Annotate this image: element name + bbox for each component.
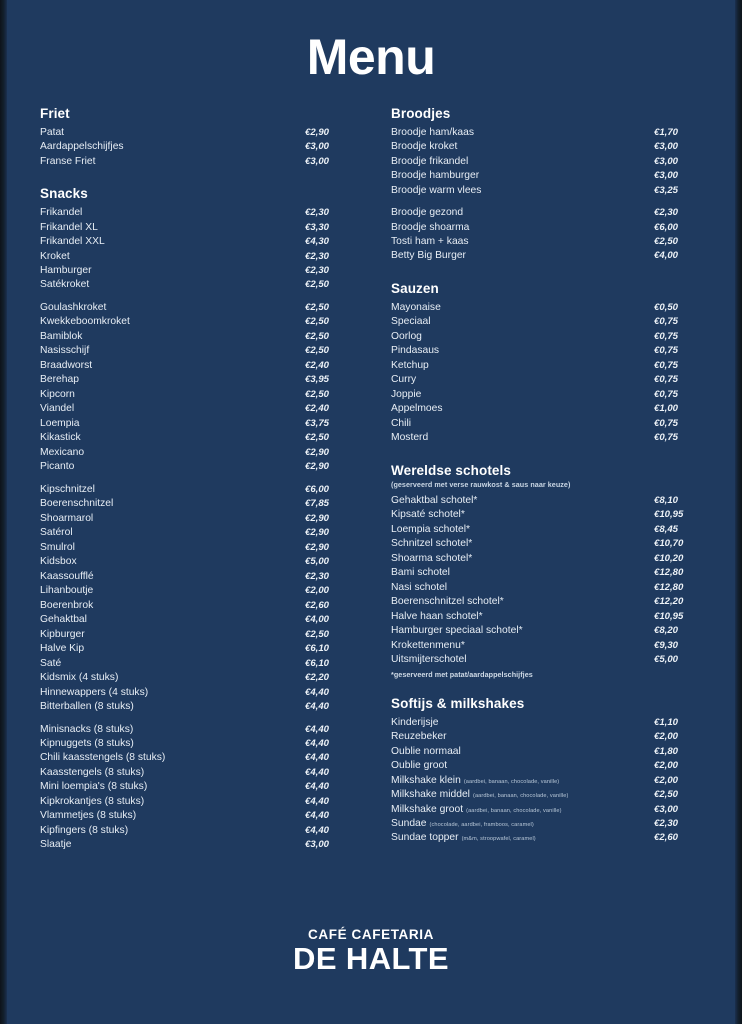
menu-item-name: Nasi schotel xyxy=(391,581,448,593)
menu-item-name: Minisnacks (8 stuks) xyxy=(40,723,134,735)
menu-item-price: €4,40 xyxy=(305,781,330,793)
menu-item-price: €3,75 xyxy=(305,417,330,429)
menu-item-price: €2,50 xyxy=(654,789,679,801)
menu-item-name: Frikandel XL xyxy=(40,221,98,233)
menu-item-name: Lihanboutje xyxy=(40,585,94,597)
menu-item-row xyxy=(40,613,349,627)
menu-item-price: €6,10 xyxy=(305,657,330,669)
section-title: Sauzen xyxy=(391,280,439,296)
menu-item-name: Smulrol xyxy=(40,541,75,553)
menu-item-row xyxy=(391,183,702,197)
menu-item-price: €12,80 xyxy=(654,581,684,593)
menu-item-price: €2,60 xyxy=(305,599,330,611)
menu-item-price: €3,00 xyxy=(305,141,330,153)
menu-item-price: €0,75 xyxy=(654,374,679,386)
menu-item-price: €2,50 xyxy=(305,345,330,357)
menu-item-row xyxy=(40,388,349,402)
menu-item-row xyxy=(40,402,349,416)
menu-item-row xyxy=(391,773,702,787)
menu-item-price: €3,00 xyxy=(654,155,679,167)
menu-item-price: €2,00 xyxy=(305,585,330,597)
menu-item-name: Braadworst xyxy=(40,359,93,371)
menu-item-name: Broodje shoarma xyxy=(391,221,470,233)
menu-item-name: Schnitzel schotel* xyxy=(391,538,473,550)
menu-item-row xyxy=(391,624,702,638)
menu-item-row xyxy=(391,716,702,730)
menu-item-row xyxy=(40,642,349,656)
page-title: Menu xyxy=(306,29,436,85)
menu-item-row xyxy=(40,373,349,387)
menu-item-row xyxy=(391,301,702,315)
menu-item-row xyxy=(391,220,702,234)
menu-item-price: €4,40 xyxy=(305,723,330,735)
menu-item-price: €0,75 xyxy=(654,388,679,400)
menu-item-name: Tosti ham + kaas xyxy=(391,235,469,247)
menu-section-sauzen xyxy=(391,281,702,446)
menu-item-row xyxy=(391,759,702,773)
menu-item-row xyxy=(40,344,349,358)
menu-item-name: Broodje gezond xyxy=(391,207,464,219)
menu-item-price: €10,20 xyxy=(654,552,684,564)
menu-item-name: Kidsmix (4 stuks) xyxy=(40,672,119,684)
menu-item-price: €4,00 xyxy=(305,614,330,626)
menu-item-name: Kidsbox xyxy=(40,556,77,568)
menu-item-name: Picanto xyxy=(40,461,75,473)
menu-item-group xyxy=(40,722,349,852)
menu-item-price: €1,00 xyxy=(654,403,679,415)
menu-item-name: Slaatje xyxy=(40,839,72,851)
menu-item-price: €2,30 xyxy=(654,207,679,219)
menu-item-name: Speciaal xyxy=(391,316,431,328)
menu-item-name: Shoarmarol xyxy=(40,512,94,524)
menu-item-price: €10,95 xyxy=(654,509,684,521)
menu-item-price: €0,75 xyxy=(654,359,679,371)
menu-item-price: €2,50 xyxy=(305,628,330,640)
menu-item-price: €2,50 xyxy=(305,301,330,313)
menu-item-name: Patat xyxy=(40,126,65,138)
menu-item-name: Uitsmijterschotel xyxy=(391,654,467,666)
menu-item-name: Chili kaasstengels (8 stuks) xyxy=(40,752,166,764)
menu-item-row xyxy=(40,154,349,168)
menu-item-name: Kipnuggets (8 stuks) xyxy=(40,738,134,749)
menu-item-name: Oublie groot xyxy=(391,760,448,772)
menu-item-row xyxy=(40,656,349,670)
menu-item-row xyxy=(40,795,349,809)
menu-item-name: Bitterballen (8 stuks) xyxy=(40,701,134,713)
menu-item-row xyxy=(40,671,349,685)
menu-item-price: €12,20 xyxy=(654,596,684,608)
menu-item-row xyxy=(391,802,702,816)
menu-item-price: €2,50 xyxy=(305,316,330,328)
menu-item-row xyxy=(40,315,349,329)
menu-item-name: Mini loempia's (8 stuks) xyxy=(40,781,148,793)
menu-item-row xyxy=(40,206,349,220)
menu-item-name: Broodje warm vlees xyxy=(391,184,482,196)
menu-item-flavors: (aardbei, banaan, chocolade, vanille) xyxy=(472,793,569,800)
menu-item-row xyxy=(391,344,702,358)
menu-item-row xyxy=(391,639,702,653)
menu-item-price: €8,20 xyxy=(654,625,679,637)
menu-item-group xyxy=(391,301,702,446)
menu-item-price: €2,30 xyxy=(305,250,330,262)
menu-item-name: Reuzebeker xyxy=(391,731,447,743)
menu-item-price: €2,90 xyxy=(305,527,330,539)
menu-item-price: €4,40 xyxy=(305,766,330,778)
section-title: Softijs & milkshakes xyxy=(391,695,525,711)
menu-item-name: Satérol xyxy=(40,527,73,539)
menu-item-group xyxy=(391,126,702,198)
menu-item-price: €1,10 xyxy=(654,716,679,728)
menu-item-row xyxy=(40,330,349,344)
menu-item-row xyxy=(391,431,702,445)
menu-item-row xyxy=(40,541,349,555)
menu-item-name: Broodje hamburger xyxy=(391,170,480,182)
menu-item-row xyxy=(391,169,702,183)
menu-section-snacks xyxy=(40,186,349,853)
menu-item-row xyxy=(40,497,349,511)
menu-item-price: €1,80 xyxy=(654,745,679,757)
menu-item-row xyxy=(40,809,349,823)
menu-item-group xyxy=(391,206,702,264)
menu-item-row xyxy=(40,220,349,234)
menu-item-price: €4,40 xyxy=(305,686,330,698)
menu-item-flavors: (aardbei, banaan, chocolade, vanille) xyxy=(466,807,562,814)
menu-item-price: €9,30 xyxy=(654,639,679,651)
menu-item-row xyxy=(40,264,349,278)
menu-item-price: €2,50 xyxy=(305,330,330,342)
menu-item-row xyxy=(40,483,349,497)
footer-business-name: DE HALTE xyxy=(293,941,449,977)
menu-item-row xyxy=(40,628,349,642)
menu-item-name: Boerenschnitzel schotel* xyxy=(391,596,504,608)
menu-item-name: Kwekkeboomkroket xyxy=(40,316,130,328)
menu-item-row xyxy=(40,766,349,780)
menu-item-row xyxy=(40,526,349,540)
section-title: Wereldse schotels xyxy=(391,462,512,478)
menu-item-row xyxy=(40,737,349,751)
menu-item-price: €2,00 xyxy=(654,731,679,743)
menu-item-name: Hinnewappers (4 stuks) xyxy=(40,686,149,698)
menu-item-price: €0,75 xyxy=(654,417,679,429)
menu-item-price: €4,00 xyxy=(654,250,679,262)
menu-item-name: Appelmoes xyxy=(391,403,443,415)
menu-item-row xyxy=(40,570,349,584)
menu-item-price: €3,95 xyxy=(305,374,330,386)
menu-item-group xyxy=(40,483,349,715)
menu-item-name: Goulashkroket xyxy=(40,301,107,313)
menu-item-name: Kipburger xyxy=(40,628,85,640)
menu-item-name: Boerenschnitzel xyxy=(40,498,114,510)
menu-item-name: Mexicano xyxy=(40,446,85,458)
menu-item-row xyxy=(391,315,702,329)
menu-item-row xyxy=(40,751,349,765)
section-note: (geserveerd met verse rauwkost & saus naar keuze) xyxy=(391,479,571,489)
menu-item-name: Kaasstengels (8 stuks) xyxy=(40,766,145,778)
menu-item-price: €8,10 xyxy=(654,494,679,506)
section-title: Friet xyxy=(40,105,70,121)
section-title: Broodjes xyxy=(391,105,451,121)
menu-item-row xyxy=(391,417,702,431)
menu-item-price: €2,90 xyxy=(305,512,330,524)
menu-item-row xyxy=(40,838,349,852)
menu-item-price: €3,00 xyxy=(305,155,330,167)
menu-item-row xyxy=(391,653,702,667)
menu-item-row xyxy=(40,824,349,838)
menu-item-name: Hamburger xyxy=(40,264,92,276)
menu-column-left xyxy=(40,106,371,853)
menu-item-name: Mosterd xyxy=(391,432,429,444)
menu-item-name: Nasisschijf xyxy=(40,345,90,357)
menu-item-price: €2,90 xyxy=(305,126,330,138)
menu-item-row xyxy=(40,301,349,315)
footer-eyebrow: CAFÉ CAFETARIA xyxy=(308,927,434,943)
menu-item-price: €2,00 xyxy=(654,760,679,772)
menu-item-row xyxy=(391,494,702,508)
menu-item-name: Broodje frikandel xyxy=(391,155,469,167)
menu-item-name: Betty Big Burger xyxy=(391,250,466,262)
menu-item-name: Kroket xyxy=(40,250,70,262)
menu-item-row xyxy=(40,460,349,474)
menu-item-price: €3,00 xyxy=(305,839,330,851)
menu-item-name: Boerenbrok xyxy=(40,599,94,611)
menu-item-group xyxy=(391,716,702,846)
menu-item-name: Kinderijsje xyxy=(391,716,439,728)
menu-item-row xyxy=(391,566,702,580)
menu-item-name: Frikandel XXL xyxy=(40,236,105,248)
page-edge-left xyxy=(0,0,7,1024)
menu-item-price: €2,50 xyxy=(305,388,330,400)
menu-item-row xyxy=(391,552,702,566)
menu-item-row xyxy=(391,788,702,802)
menu-item-name: Berehap xyxy=(40,374,79,386)
menu-item-name: Loempia schotel* xyxy=(391,523,470,535)
menu-item-name: Satékroket xyxy=(40,279,90,291)
menu-item-price: €2,90 xyxy=(305,461,330,473)
page-edge-right xyxy=(735,0,742,1024)
menu-item-name: Gehaktbal xyxy=(40,614,87,626)
menu-item-name: Milkshake middel (aardbei, banaan, chocolade, vanille) xyxy=(391,789,569,801)
menu-item-row xyxy=(391,817,702,831)
menu-item-name: Ketchup xyxy=(391,359,429,371)
menu-item-name: Bami schotel xyxy=(391,567,450,579)
menu-item-row xyxy=(40,249,349,263)
menu-item-name: Kaassoufflé xyxy=(40,570,94,582)
menu-item-row xyxy=(391,730,702,744)
menu-item-price: €10,70 xyxy=(654,538,684,550)
menu-item-row xyxy=(40,126,349,140)
menu-item-row xyxy=(391,330,702,344)
menu-item-name: Aardappelschijfjes xyxy=(40,141,124,153)
menu-section-softijs-milkshakes xyxy=(391,696,702,846)
menu-item-name: Kikastick xyxy=(40,432,81,444)
menu-item-row xyxy=(40,700,349,714)
menu-item-row xyxy=(391,508,702,522)
menu-item-row xyxy=(40,278,349,292)
menu-section-wereldse-schotels xyxy=(391,463,702,679)
menu-item-row xyxy=(40,446,349,460)
menu-item-price: €1,70 xyxy=(654,126,679,138)
menu-item-price: €3,00 xyxy=(654,803,679,815)
menu-item-row xyxy=(40,417,349,431)
menu-item-price: €5,00 xyxy=(654,654,679,666)
menu-item-row xyxy=(40,599,349,613)
menu-item-name: Milkshake groot (aardbei, banaan, chocolade, vanille) xyxy=(391,803,562,815)
menu-item-price: €7,85 xyxy=(305,498,330,510)
menu-item-row xyxy=(391,206,702,220)
menu-item-row xyxy=(391,610,702,624)
menu-item-price: €3,30 xyxy=(305,221,330,233)
menu-item-row xyxy=(391,402,702,416)
menu-section-friet xyxy=(40,106,349,169)
menu-item-row xyxy=(391,235,702,249)
menu-item-price: €6,00 xyxy=(654,221,679,233)
menu-item-name: Gehaktbal schotel* xyxy=(391,494,478,506)
menu-item-name: Krokettenmenu* xyxy=(391,639,465,651)
menu-item-row xyxy=(391,581,702,595)
menu-item-name: Saté xyxy=(40,657,62,669)
menu-item-name: Kipkrokantjes (8 stuks) xyxy=(40,795,145,807)
menu-item-price: €2,40 xyxy=(305,403,330,415)
menu-item-name: Loempia xyxy=(40,417,80,429)
menu-item-name: Kipcorn xyxy=(40,388,75,400)
menu-item-price: €2,20 xyxy=(305,672,330,684)
menu-item-group xyxy=(391,494,702,668)
menu-item-group xyxy=(40,126,349,169)
menu-item-name: Sundae topper (m&m, stroopwafel, caramel) xyxy=(391,832,536,844)
menu-item-price: €2,30 xyxy=(305,207,330,219)
menu-item-name: Pindasaus xyxy=(391,345,440,357)
menu-item-price: €0,75 xyxy=(654,316,679,328)
menu-item-name: Oublie normaal xyxy=(391,745,461,757)
menu-item-price: €12,80 xyxy=(654,567,684,579)
menu-item-row xyxy=(391,373,702,387)
menu-item-name: Viandel xyxy=(40,403,75,415)
menu-item-row xyxy=(391,154,702,168)
menu-item-price: €3,00 xyxy=(654,170,679,182)
menu-item-row xyxy=(391,126,702,140)
menu-item-name: Franse Friet xyxy=(40,155,96,167)
menu-item-price: €2,50 xyxy=(305,279,330,291)
menu-item-price: €6,00 xyxy=(305,483,330,495)
menu-column-right xyxy=(371,106,702,853)
menu-item-row xyxy=(40,722,349,736)
menu-item-flavors: (aardbei, banaan, chocolade, vanille) xyxy=(463,778,560,785)
menu-columns xyxy=(0,84,742,853)
menu-item-row xyxy=(391,140,702,154)
menu-item-name: Milkshake klein (aardbei, banaan, chocolade, vanille) xyxy=(391,774,560,786)
menu-item-name: Halve haan schotel* xyxy=(391,610,483,622)
menu-item-price: €2,00 xyxy=(654,774,679,786)
menu-item-price: €4,40 xyxy=(305,701,330,713)
menu-item-row xyxy=(391,831,702,845)
menu-item-price: €4,40 xyxy=(305,752,330,764)
menu-item-row xyxy=(40,685,349,699)
menu-item-name: Sundae (chocolade, aardbei, framboos, caramel) xyxy=(391,818,534,829)
menu-item-name: Oorlog xyxy=(391,330,422,342)
menu-item-row xyxy=(40,235,349,249)
menu-item-name: Mayonaise xyxy=(391,301,441,313)
menu-item-price: €0,75 xyxy=(654,432,679,444)
menu-item-price: €8,45 xyxy=(654,523,679,535)
menu-item-row xyxy=(40,512,349,526)
menu-item-name: Kipschnitzel xyxy=(40,483,95,495)
section-title: Snacks xyxy=(40,185,88,201)
menu-item-price: €2,50 xyxy=(654,235,679,247)
menu-item-row xyxy=(391,388,702,402)
menu-item-group xyxy=(40,301,349,475)
menu-item-price: €2,30 xyxy=(305,264,330,276)
menu-item-row xyxy=(391,744,702,758)
menu-item-price: €3,00 xyxy=(654,141,679,153)
menu-item-price: €5,00 xyxy=(305,556,330,568)
menu-item-row xyxy=(40,555,349,569)
menu-item-name: Bamiblok xyxy=(40,330,83,342)
menu-item-name: Shoarma schotel* xyxy=(391,552,473,564)
menu-item-row xyxy=(40,359,349,373)
menu-section-broodjes xyxy=(391,106,702,264)
menu-item-price: €4,40 xyxy=(305,824,330,836)
menu-item-row xyxy=(40,140,349,154)
menu-item-name: Joppie xyxy=(391,388,422,400)
menu-item-flavors: (m&m, stroopwafel, caramel) xyxy=(461,836,536,843)
menu-item-price: €2,50 xyxy=(305,432,330,444)
footer-branding xyxy=(0,927,742,976)
menu-item-price: €2,60 xyxy=(654,832,679,844)
menu-item-row xyxy=(391,359,702,373)
menu-item-price: €0,50 xyxy=(654,301,679,313)
menu-item-price: €10,95 xyxy=(654,610,684,622)
menu-item-row xyxy=(391,249,702,263)
menu-item-price: €6,10 xyxy=(305,643,330,655)
section-footnote: *geserveerd met patat/aardappelschijfjes xyxy=(391,669,533,679)
menu-item-price: €4,30 xyxy=(305,236,330,248)
menu-item-price: €2,40 xyxy=(305,359,330,371)
menu-item-name: Halve Kip xyxy=(40,643,85,655)
menu-item-row xyxy=(391,523,702,537)
menu-item-name: Broodje kroket xyxy=(391,141,458,153)
menu-item-price: €3,25 xyxy=(654,184,679,196)
menu-item-name: Curry xyxy=(391,374,417,386)
menu-item-price: €2,90 xyxy=(305,446,330,458)
menu-item-price: €0,75 xyxy=(654,330,679,342)
menu-item-row xyxy=(40,780,349,794)
menu-item-price: €0,75 xyxy=(654,345,679,357)
menu-item-price: €4,40 xyxy=(305,795,330,807)
menu-item-name: Frikandel xyxy=(40,207,83,219)
menu-item-name: Vlammetjes (8 stuks) xyxy=(40,810,137,822)
menu-item-row xyxy=(40,584,349,598)
menu-item-row xyxy=(391,537,702,551)
menu-item-name: Chili xyxy=(391,417,412,429)
menu-item-price: €2,30 xyxy=(305,570,330,582)
menu-item-price: €4,40 xyxy=(305,738,330,749)
menu-item-price: €2,90 xyxy=(305,541,330,553)
menu-item-row xyxy=(391,595,702,609)
menu-item-name: Kipfingers (8 stuks) xyxy=(40,824,129,836)
menu-item-group xyxy=(40,206,349,293)
menu-item-name: Kipsaté schotel* xyxy=(391,509,465,521)
menu-item-price: €2,30 xyxy=(654,818,679,829)
menu-item-price: €4,40 xyxy=(305,810,330,822)
menu-item-name: Broodje ham/kaas xyxy=(391,126,474,138)
menu-item-name: Hamburger speciaal schotel* xyxy=(391,625,523,637)
menu-item-flavors: (chocolade, aardbei, framboos, caramel) xyxy=(429,822,534,828)
menu-item-row xyxy=(40,431,349,445)
